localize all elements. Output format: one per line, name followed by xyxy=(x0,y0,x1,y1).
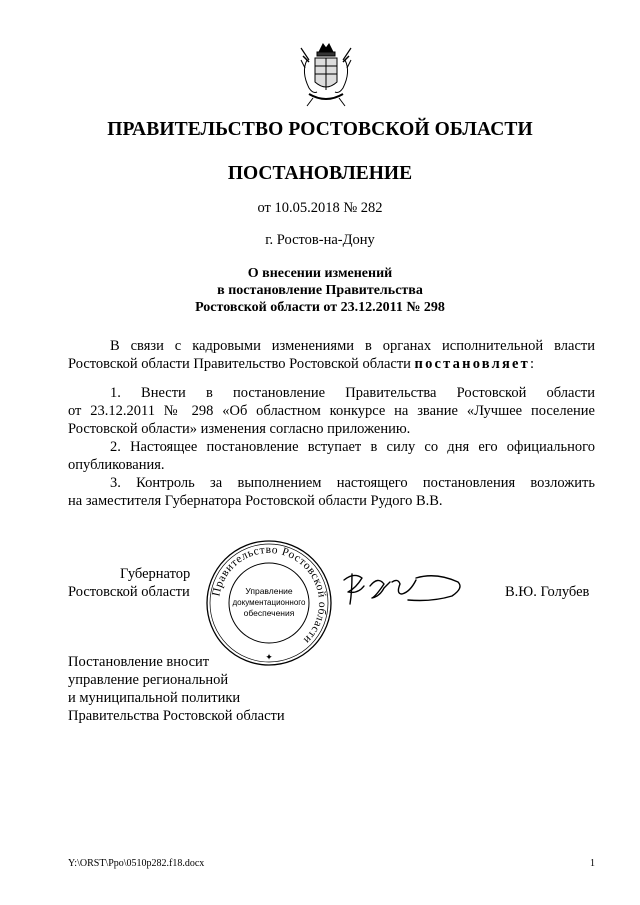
handwritten-signature xyxy=(338,568,468,608)
item-1-line: Ростовской области» изменения согласно приложению. xyxy=(68,421,411,437)
signatory-name: В.Ю. Голубев xyxy=(505,584,590,600)
seal-center-line: Управление xyxy=(245,586,293,596)
intro-colon: : xyxy=(529,356,534,372)
seal-center-line: обеспечения xyxy=(243,608,295,618)
seal-center-line: документационного xyxy=(232,598,306,607)
footer-file-path: Y:\ORST\Ppo\0510p282.f18.docx xyxy=(68,858,205,869)
item-2-line: опубликования. xyxy=(68,457,165,473)
subject-line: О внесении изменений xyxy=(247,266,393,281)
signatory-title: Губернатор xyxy=(120,566,191,582)
subject-line: Ростовской области от 23.12.2011 № 298 xyxy=(195,300,445,315)
document-type: ПОСТАНОВЛЕНИЕ xyxy=(227,163,413,184)
item-2-paragraph xyxy=(68,438,595,474)
submitted-by-line: управление региональной xyxy=(68,672,229,688)
seal-ring-text: Правительство Ростовской области xyxy=(210,543,329,647)
submitted-by-line: и муниципальной политики xyxy=(68,690,241,706)
item-1-line: от 23.12.2011 № 298 «Об областном конкурсе на звание «Лучшее поселение xyxy=(68,403,595,419)
item-2-line: 2. Настоящее постановление вступает в силу со дня его официального xyxy=(110,439,595,455)
organization-title: ПРАВИТЕЛЬСТВО РОСТОВСКОЙ ОБЛАСТИ xyxy=(107,119,533,140)
document-city: г. Ростов-на-Дону xyxy=(265,232,375,248)
item-3-line: 3. Контроль за выполнением настоящего постановления возложить xyxy=(110,475,595,491)
coat-of-arms-icon xyxy=(297,38,355,110)
seal-star-icon: ✦ xyxy=(265,652,273,662)
intro-line-text: Ростовской области Правительство Ростовской области xyxy=(68,356,415,372)
signatory-region: Ростовской области xyxy=(68,584,190,600)
item-1-paragraph xyxy=(68,384,595,438)
subject-line: в постановление Правительства xyxy=(217,283,423,298)
intro-line: В связи с кадровыми изменениями в органах исполнительной власти xyxy=(110,338,595,354)
submitted-by-note xyxy=(68,653,285,725)
intro-line xyxy=(68,355,595,373)
item-3-paragraph xyxy=(68,474,595,510)
item-1-line: 1. Внести в постановление Правительства Ростовской области xyxy=(110,385,595,401)
submitted-by-line: Правительства Ростовской области xyxy=(68,708,285,724)
item-3-line: на заместителя Губернатора Ростовской области Рудого В.В. xyxy=(68,493,443,509)
document-date-number: от 10.05.2018 № 282 xyxy=(257,200,383,216)
document-subject xyxy=(0,265,640,316)
page-number: 1 xyxy=(590,858,595,869)
intro-paragraph xyxy=(68,337,595,373)
submitted-by-line: Постановление вносит xyxy=(68,654,210,670)
resolution-verb: постановляет xyxy=(414,356,530,372)
official-seal-stamp xyxy=(204,538,334,668)
